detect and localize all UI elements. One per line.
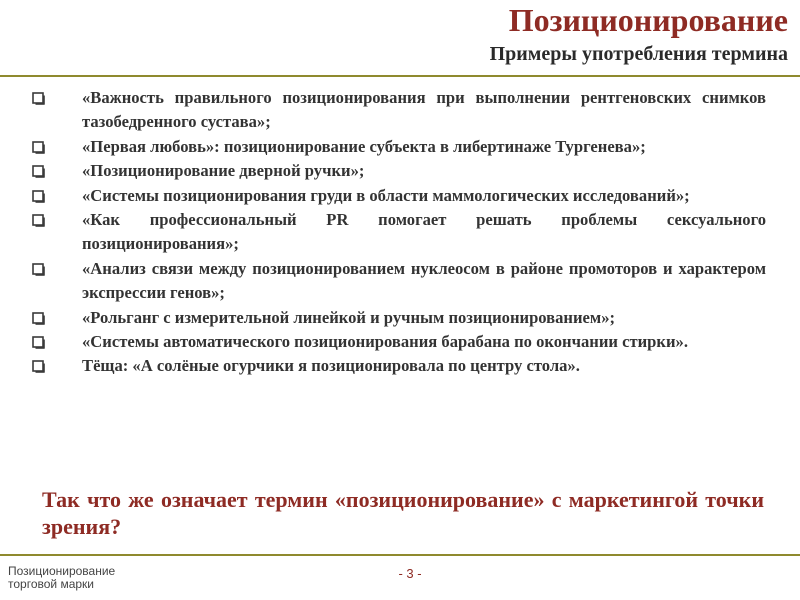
slide-subtitle: Примеры употребления термина (489, 43, 788, 65)
checkbox-square-icon (32, 263, 45, 276)
list-item (30, 354, 766, 378)
checkbox-square-icon (32, 165, 45, 178)
list-item-text: «Системы позиционирования груди в области маммологических исследований»; (82, 185, 690, 205)
list-item (30, 86, 766, 135)
examples-list (30, 86, 766, 379)
checkbox-square-icon (32, 312, 45, 325)
checkbox-square-icon (32, 214, 45, 227)
bottom-divider (0, 554, 800, 556)
checkbox-square-icon (32, 190, 45, 203)
list-item (30, 257, 766, 306)
slide-title: Позиционирование (508, 2, 788, 38)
list-item-text: «Позиционирование дверной ручки»; (82, 161, 365, 181)
checkbox-square-icon (32, 360, 45, 373)
list-item-text: «Системы автоматического позиционирования барабана по окончании стирки». (82, 332, 688, 352)
list-item-text: «Анализ связи между позиционированием нуклеосом в районе промоторов и характером экспрессии генов»; (82, 258, 766, 303)
closing-question: Так что же означает термин «позиционирование» с маркетингой точки зрения? (42, 487, 764, 539)
list-item (30, 208, 766, 257)
list-item (30, 184, 766, 208)
top-divider (0, 75, 800, 77)
list-item-text: «Важность правильного позиционирования при выполнении рентгеновских снимков тазобедренного сустава»; (82, 88, 766, 132)
list-item-text: «Как профессиональный PR помогает решать проблемы сексуального позиционирования»; (82, 210, 766, 254)
footer-caption (8, 565, 115, 591)
checkbox-square-icon (32, 336, 45, 349)
list-item-text: «Рольганг с измерительной линейкой и ручным позиционированием»; (82, 307, 616, 327)
list-item (30, 306, 766, 330)
list-item-text: «Первая любовь»: позиционирование субъекта в либертинаже Тургенева»; (82, 136, 646, 156)
list-item (30, 159, 766, 183)
footer-line-1: Позиционирование (8, 564, 116, 578)
footer-line-2: торговой марки (8, 577, 94, 591)
checkbox-square-icon (32, 92, 45, 105)
list-item (30, 135, 766, 159)
page-number: - 3 - (398, 566, 422, 581)
checkbox-square-icon (32, 141, 45, 154)
list-item-text: Тёща: «А солёные огурчики я позиционировала по центру стола». (82, 356, 580, 376)
list-item (30, 330, 766, 354)
